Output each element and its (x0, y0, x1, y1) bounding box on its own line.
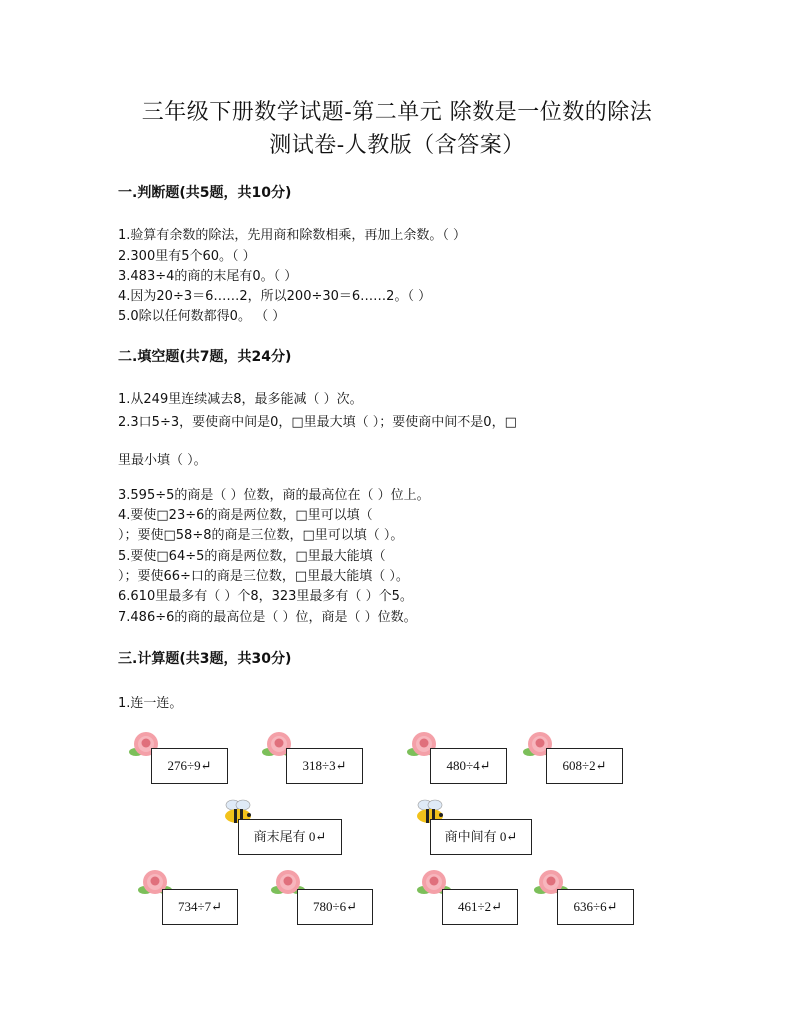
page-title-line-1: 三年级下册数学试题-第二单元 除数是一位数的除法 (141, 100, 653, 125)
question-item: 1.验算有余数的除法，先用商和除数相乘，再加上余数。（ ） (118, 228, 467, 243)
question-item: ）；要使66÷口的商是三位数，□里最大能填（ ）。 (118, 569, 409, 584)
question-item: 5.要使□64÷5的商是两位数，□里最大能填（ (118, 549, 386, 564)
answer-category-box[interactable]: 商末尾有 0↵ (238, 819, 342, 855)
expression-box[interactable]: 480÷4↵ (430, 748, 507, 784)
expression-box[interactable]: 636÷6↵ (557, 889, 634, 925)
answer-category-box[interactable]: 商中间有 0↵ (430, 819, 532, 855)
question-item: 6.610里最多有（ ）个8，323里最多有（ ）个5。 (118, 589, 413, 604)
question-item: 3.483÷4的商的末尾有0。（ ） (118, 269, 298, 284)
question-item: 2.300里有5个60。（ ） (118, 249, 256, 264)
question-item: 7.486÷6的商的最高位是（ ）位，商是（ ）位数。 (118, 610, 417, 625)
section-heading-fill-blank: 二.填空题(共7题，共24分) (118, 349, 292, 365)
expression-box[interactable]: 276÷9↵ (151, 748, 228, 784)
question-item: 3.595÷5的商是（ ）位数，商的最高位在（ ）位上。 (118, 488, 430, 503)
question-item: 1.连一连。 (118, 696, 183, 711)
section-heading-judgement: 一.判断题(共5题，共10分) (118, 185, 292, 201)
question-item: 4.要使□23÷6的商是两位数，□里可以填（ (118, 508, 373, 523)
question-item: 1.从249里连续减去8，最多能减（ ）次。 (118, 392, 363, 407)
question-item: 里最小填（ ）。 (118, 453, 207, 468)
section-heading-calculation: 三.计算题(共3题，共30分) (118, 651, 292, 667)
expression-box[interactable]: 734÷7↵ (162, 889, 238, 925)
expression-box[interactable]: 461÷2↵ (442, 889, 518, 925)
question-item: 2.3口5÷3，要使商中间是0，□里最大填（ ）；要使商中间不是0，□ (118, 415, 517, 430)
expression-box[interactable]: 608÷2↵ (546, 748, 623, 784)
question-item: 5.0除以任何数都得0。 （ ） (118, 309, 286, 324)
question-item: 4.因为20÷3＝6……2，所以200÷30＝6……2。（ ） (118, 289, 432, 304)
expression-box[interactable]: 780÷6↵ (297, 889, 373, 925)
question-item: ）；要使□58÷8的商是三位数，□里可以填（ ）。 (118, 528, 404, 543)
page-title-line-2: 测试卷-人教版（含答案） (269, 133, 525, 158)
expression-box[interactable]: 318÷3↵ (286, 748, 363, 784)
